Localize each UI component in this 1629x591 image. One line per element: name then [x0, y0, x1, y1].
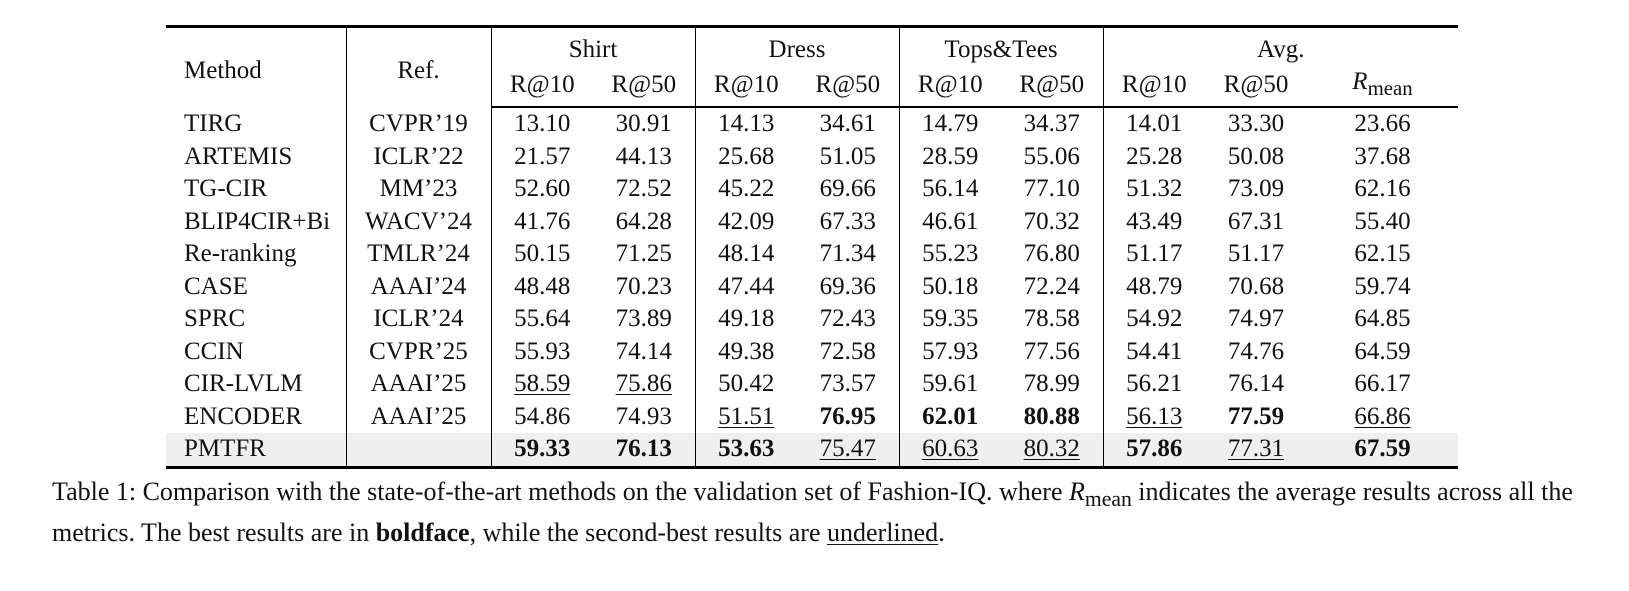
cell-value-text: 51.32: [1126, 175, 1183, 203]
table-row: [166, 303, 1458, 336]
cell-value: [695, 336, 797, 369]
cell-method: CIR-LVLM: [184, 370, 303, 398]
cell-value-text: 70.23: [615, 272, 672, 300]
cell-value: [491, 107, 593, 141]
cell-value: [1205, 368, 1307, 401]
cell-value-text: 76.95: [819, 402, 876, 430]
cell-value-text: 72.43: [819, 305, 876, 333]
cell-value-text: 57.93: [922, 337, 979, 365]
cell-value-text: 45.22: [718, 175, 775, 203]
header-subcol: R@10: [695, 66, 797, 107]
cell-value: [797, 206, 899, 239]
table-row: [166, 336, 1458, 369]
cell-value: [1001, 303, 1103, 336]
table-row: [166, 238, 1458, 271]
cell-value-text: 70.32: [1023, 207, 1080, 235]
cell-method: Re-ranking: [184, 240, 297, 268]
cell-value-text: 62.15: [1354, 240, 1411, 268]
cell-value-text: 70.68: [1227, 272, 1285, 300]
cell-value-text: 75.47: [819, 435, 876, 463]
cell-value-text: 49.38: [718, 337, 775, 365]
cell-value: [899, 173, 1001, 206]
rmean-symbol: R: [1352, 68, 1368, 95]
cell-value-text: 54.92: [1126, 305, 1183, 333]
cell-value-text: 14.01: [1126, 110, 1183, 138]
cell-value: [1103, 206, 1205, 239]
cell-value: [1001, 433, 1103, 467]
header-rmean: [1307, 66, 1458, 107]
cell-value-text: 76.13: [615, 435, 672, 463]
cell-value: [1205, 141, 1307, 174]
cell-value-text: 75.86: [615, 370, 672, 398]
header-group-topstees: Tops&Tees: [899, 27, 1103, 67]
header-subcol: R@50: [593, 66, 695, 107]
cell-ref: AAAI’25: [346, 401, 491, 434]
cell-value-text: 64.85: [1354, 305, 1411, 333]
cell-ref: ICLR’22: [346, 141, 491, 174]
cell-value-text: 76.14: [1227, 370, 1285, 398]
cell-value-text: 51.05: [819, 142, 876, 170]
cell-value: [899, 336, 1001, 369]
cell-value: [593, 433, 695, 467]
cell-value-text: 58.59: [514, 370, 571, 398]
header-method: Method: [166, 27, 346, 108]
header-subcol: R@50: [797, 66, 899, 107]
cell-value: [1205, 107, 1307, 141]
cell-value-text: 25.28: [1126, 142, 1183, 170]
cell-value-text: 57.86: [1126, 435, 1183, 463]
cell-value: [1103, 141, 1205, 174]
cell-value: [695, 107, 797, 141]
cell-method: CCIN: [184, 337, 244, 365]
cell-value: [1205, 433, 1307, 467]
caption-rmean-subscript-text: mean: [1084, 487, 1132, 512]
table-row: [166, 141, 1458, 174]
header-row-groups: [166, 27, 1458, 67]
cell-value-text: 67.59: [1354, 435, 1411, 463]
cell-value-text: 42.09: [718, 207, 775, 235]
cell-value: [1307, 173, 1458, 206]
cell-value: [695, 206, 797, 239]
cell-value: [797, 271, 899, 304]
caption-bold-word: boldface: [375, 518, 470, 548]
caption-underlined-word: underlined: [827, 518, 939, 548]
cell-value: [1001, 173, 1103, 206]
cell-value: [1103, 303, 1205, 336]
table-body: [166, 107, 1458, 467]
cell-value: [593, 368, 695, 401]
cell-value-text: 41.76: [514, 207, 571, 235]
cell-value-text: 60.63: [922, 435, 979, 463]
cell-value: [797, 141, 899, 174]
cell-value-text: 66.86: [1354, 402, 1411, 430]
cell-value-text: 66.17: [1354, 370, 1411, 398]
cell-value: [1103, 173, 1205, 206]
cell-value: [1205, 238, 1307, 271]
cell-method: SPRC: [184, 305, 246, 333]
cell-value-text: 56.14: [922, 175, 979, 203]
cell-value-text: 59.35: [922, 305, 979, 333]
cell-value-text: 37.68: [1354, 142, 1411, 170]
header-group-avg: Avg.: [1103, 27, 1458, 67]
cell-value: [1103, 368, 1205, 401]
cell-value: [1307, 238, 1458, 271]
cell-value-text: 49.18: [718, 305, 775, 333]
cell-value-text: 76.80: [1023, 240, 1080, 268]
cell-value-text: 67.31: [1227, 207, 1285, 235]
cell-value: [1001, 238, 1103, 271]
cell-value-text: 55.40: [1354, 207, 1411, 235]
table-row: [166, 271, 1458, 304]
table-row: [166, 368, 1458, 401]
cell-value: [899, 433, 1001, 467]
table-row: [166, 206, 1458, 239]
cell-value-text: 72.24: [1023, 272, 1080, 300]
cell-value: [491, 336, 593, 369]
cell-value: [899, 401, 1001, 434]
cell-value: [1205, 173, 1307, 206]
caption-text-3: , while the second-best results are: [469, 518, 827, 548]
cell-value: [1103, 271, 1205, 304]
cell-value: [593, 173, 695, 206]
header-subcol: R@50: [1205, 66, 1307, 107]
cell-value: [899, 303, 1001, 336]
cell-value-text: 54.41: [1126, 337, 1183, 365]
cell-value: [695, 401, 797, 434]
cell-value-text: 56.13: [1126, 402, 1183, 430]
cell-value: [593, 107, 695, 141]
cell-value: [593, 141, 695, 174]
table-row: [166, 433, 1458, 467]
cell-value: [899, 368, 1001, 401]
cell-value-text: 51.51: [718, 402, 775, 430]
cell-value: [797, 173, 899, 206]
cell-value-text: 13.10: [514, 110, 571, 138]
table-row: [166, 107, 1458, 141]
table-row: [166, 173, 1458, 206]
cell-value-text: 50.08: [1227, 142, 1285, 170]
cell-value-text: 71.25: [615, 240, 672, 268]
cell-value-text: 30.91: [615, 110, 672, 138]
caption-rmean-symbol: R: [1068, 477, 1085, 506]
cell-value-text: 64.28: [615, 207, 672, 235]
cell-value: [899, 271, 1001, 304]
table-row: [166, 401, 1458, 434]
cell-ref: CVPR’25: [346, 336, 491, 369]
header-group-dress: Dress: [695, 27, 899, 67]
cell-value-text: 80.32: [1023, 435, 1080, 463]
cell-value: [695, 238, 797, 271]
cell-value: [797, 368, 899, 401]
cell-value-text: 77.59: [1227, 402, 1285, 430]
cell-value: [1103, 238, 1205, 271]
cell-value: [797, 336, 899, 369]
cell-value-text: 73.09: [1227, 175, 1285, 203]
cell-value: [1001, 336, 1103, 369]
cell-value: [1103, 336, 1205, 369]
cell-value-text: 52.60: [514, 175, 571, 203]
cell-value: [899, 206, 1001, 239]
cell-value: [695, 271, 797, 304]
cell-value: [491, 238, 593, 271]
caption-rmean-subscript: [1085, 487, 1132, 511]
cell-value: [1001, 141, 1103, 174]
caption-text-2: indicates the average results across all the metrics. The best results are in: [52, 477, 1573, 548]
cell-value: [797, 238, 899, 271]
cell-value-text: 72.52: [615, 175, 672, 203]
cell-value: [1001, 107, 1103, 141]
cell-value: [1307, 303, 1458, 336]
cell-value-text: 71.34: [819, 240, 876, 268]
cell-value: [695, 303, 797, 336]
cell-value-text: 56.21: [1126, 370, 1183, 398]
cell-value: [491, 206, 593, 239]
cell-value: [797, 303, 899, 336]
header-subcol: R@10: [491, 66, 593, 107]
cell-value: [695, 141, 797, 174]
header-subcol: R@50: [1001, 66, 1103, 107]
caption-text-4: .: [938, 518, 945, 548]
cell-value: [1307, 107, 1458, 141]
cell-value-text: 55.64: [514, 305, 571, 333]
cell-value: [1307, 401, 1458, 434]
cell-value-text: 72.58: [819, 337, 876, 365]
cell-value-text: 50.18: [922, 272, 979, 300]
cell-value: [695, 368, 797, 401]
cell-value-text: 74.97: [1227, 305, 1285, 333]
cell-value-text: 77.10: [1023, 175, 1080, 203]
cell-value: [695, 433, 797, 467]
cell-value: [1001, 206, 1103, 239]
cell-value: [1307, 141, 1458, 174]
cell-value: [1307, 368, 1458, 401]
cell-value-text: 33.30: [1227, 110, 1285, 138]
cell-value-text: 54.86: [514, 402, 571, 430]
cell-value: [899, 141, 1001, 174]
cell-value-text: 34.61: [819, 110, 876, 138]
cell-value-text: 43.49: [1126, 207, 1183, 235]
cell-value-text: 67.33: [819, 207, 876, 235]
cell-value: [1307, 336, 1458, 369]
cell-method: BLIP4CIR+Bi: [184, 207, 331, 235]
cell-value-text: 14.79: [922, 110, 979, 138]
cell-ref: ICLR’24: [346, 303, 491, 336]
cell-value: [1103, 107, 1205, 141]
cell-value: [1103, 433, 1205, 467]
cell-value: [1307, 433, 1458, 467]
cell-value-text: 55.93: [514, 337, 571, 365]
header-ref: Ref.: [346, 27, 491, 108]
cell-value-text: 47.44: [718, 272, 775, 300]
cell-value: [797, 433, 899, 467]
cell-value-text: 69.66: [819, 175, 876, 203]
cell-value: [1307, 271, 1458, 304]
cell-value: [1103, 401, 1205, 434]
cell-value-text: 55.23: [922, 240, 979, 268]
cell-value: [1001, 368, 1103, 401]
header-subcol: R@10: [1103, 66, 1205, 107]
cell-value: [593, 206, 695, 239]
cell-value: [1205, 303, 1307, 336]
cell-value: [593, 401, 695, 434]
cell-value-text: 74.76: [1227, 337, 1285, 365]
cell-method: CASE: [184, 272, 248, 300]
cell-value: [593, 238, 695, 271]
cell-value: [491, 401, 593, 434]
results-table: [166, 25, 1458, 469]
cell-value: [797, 107, 899, 141]
cell-value-text: 46.61: [922, 207, 979, 235]
cell-value-text: 50.42: [718, 370, 775, 398]
cell-value-text: 48.79: [1126, 272, 1183, 300]
cell-method: TG-CIR: [184, 175, 268, 203]
cell-value-text: 59.74: [1354, 272, 1411, 300]
cell-ref: MM’23: [346, 173, 491, 206]
cell-method: ENCODER: [184, 402, 303, 430]
cell-value-text: 73.57: [819, 370, 876, 398]
cell-method: TIRG: [184, 109, 243, 137]
cell-value: [491, 173, 593, 206]
cell-value-text: 50.15: [514, 240, 571, 268]
cell-value-text: 74.14: [615, 337, 672, 365]
cell-value: [899, 107, 1001, 141]
cell-value-text: 62.16: [1354, 175, 1411, 203]
cell-value: [491, 303, 593, 336]
cell-value-text: 25.68: [718, 142, 775, 170]
cell-ref: WACV’24: [346, 206, 491, 239]
header-subcol: R@10: [899, 66, 1001, 107]
cell-value-text: 23.66: [1354, 110, 1411, 138]
cell-value: [593, 303, 695, 336]
cell-value-text: 80.88: [1023, 402, 1080, 430]
cell-value: [491, 368, 593, 401]
cell-value: [797, 401, 899, 434]
header-group-shirt: Shirt: [491, 27, 695, 67]
cell-method: ARTEMIS: [184, 142, 293, 170]
cell-value: [1205, 271, 1307, 304]
cell-value: [1307, 206, 1458, 239]
cell-value-text: 77.31: [1227, 435, 1285, 463]
cell-value-text: 64.59: [1354, 337, 1411, 365]
cell-value-text: 44.13: [615, 142, 672, 170]
cell-ref: AAAI’24: [346, 271, 491, 304]
cell-value-text: 51.17: [1227, 240, 1285, 268]
cell-ref: [346, 433, 491, 467]
cell-value: [1205, 401, 1307, 434]
cell-value: [491, 141, 593, 174]
cell-value-text: 59.33: [514, 435, 571, 463]
cell-value: [491, 433, 593, 467]
cell-value-text: 78.99: [1023, 370, 1080, 398]
cell-value: [1205, 206, 1307, 239]
cell-ref: TMLR’24: [346, 238, 491, 271]
cell-ref: AAAI’25: [346, 368, 491, 401]
cell-value: [593, 271, 695, 304]
cell-value-text: 55.06: [1023, 142, 1080, 170]
cell-ref: CVPR’19: [346, 107, 491, 141]
cell-value-text: 48.14: [718, 240, 775, 268]
cell-value-text: 77.56: [1023, 337, 1080, 365]
cell-value: [491, 271, 593, 304]
cell-value: [695, 173, 797, 206]
cell-value: [1205, 336, 1307, 369]
cell-value-text: 74.93: [615, 402, 672, 430]
caption-text-1: Table 1: Comparison with the state-of-the-art methods on the validation set of Fashion-IQ. where: [52, 477, 1069, 506]
cell-value-text: 59.61: [922, 370, 979, 398]
cell-value: [593, 336, 695, 369]
cell-value-text: 73.89: [615, 305, 672, 333]
cell-value: [1001, 401, 1103, 434]
cell-value: [1001, 271, 1103, 304]
cell-value-text: 34.37: [1023, 110, 1080, 138]
cell-value: [899, 238, 1001, 271]
rmean-subscript: mean: [1367, 76, 1413, 100]
cell-value-text: 28.59: [922, 142, 979, 170]
table-caption: [52, 475, 1612, 549]
cell-value-text: 62.01: [922, 402, 979, 430]
cell-value-text: 69.36: [819, 272, 876, 300]
cell-method: PMTFR: [166, 433, 346, 467]
cell-value-text: 48.48: [514, 272, 571, 300]
cell-value-text: 14.13: [718, 110, 775, 138]
cell-value-text: 78.58: [1023, 305, 1080, 333]
cell-value-text: 21.57: [514, 142, 571, 170]
cell-value-text: 51.17: [1126, 240, 1183, 268]
cell-value-text: 53.63: [718, 435, 775, 463]
